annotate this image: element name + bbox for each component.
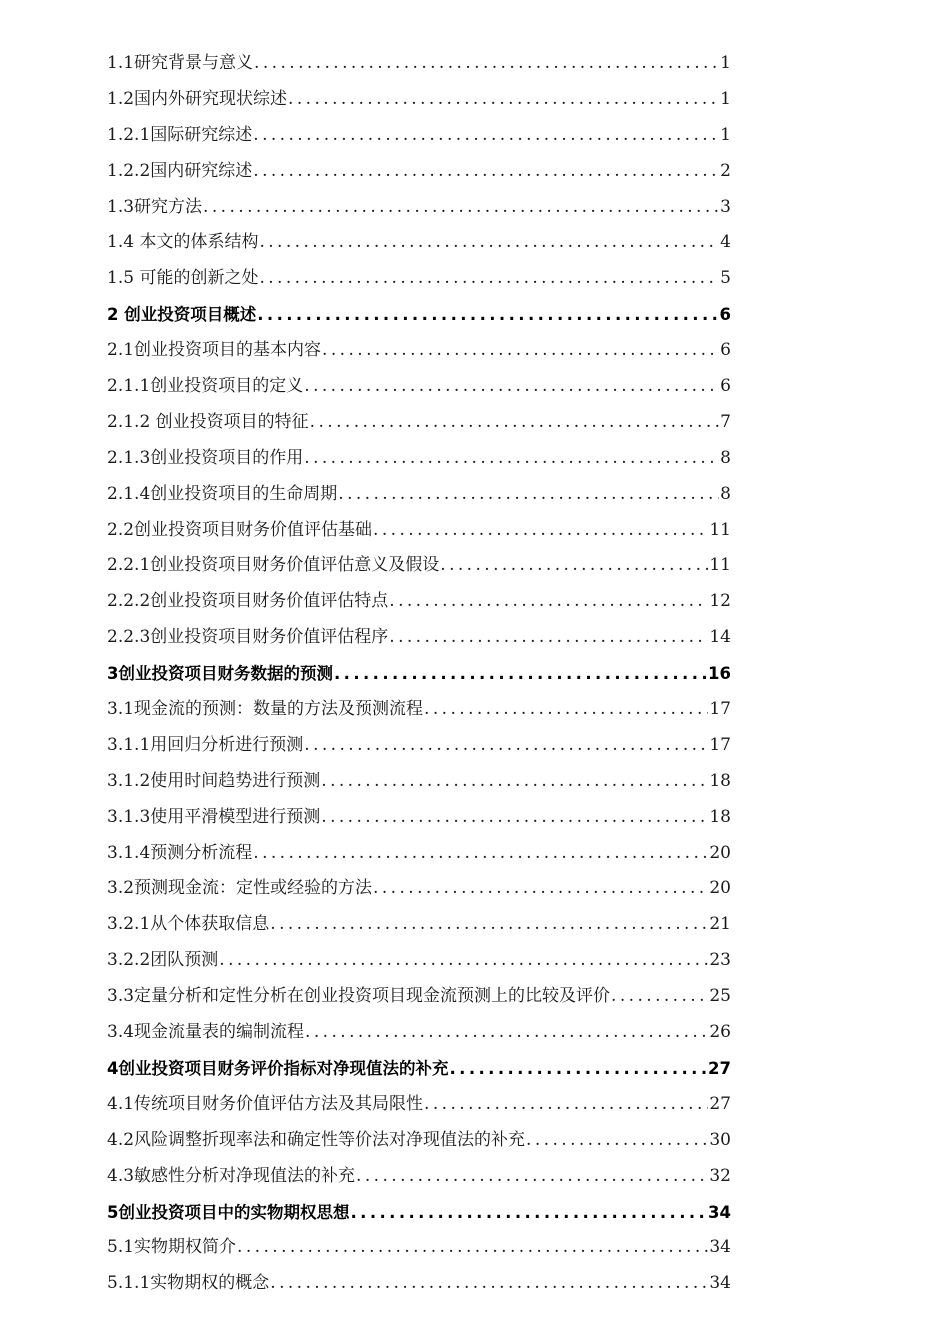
toc-entry[interactable]	[107, 82, 731, 118]
toc-dot-leader	[237, 1230, 708, 1266]
toc-dot-leader	[449, 1051, 707, 1087]
toc-entry[interactable]	[107, 584, 731, 620]
toc-page-number: 32	[709, 1165, 731, 1186]
toc-page-number: 8	[720, 447, 731, 468]
toc-page-number: 8	[720, 483, 731, 504]
toc-page-number: 27	[709, 1093, 731, 1114]
toc-dot-leader	[288, 82, 719, 118]
toc-entry-title: 3.1.2使用时间趋势进行预测	[107, 770, 321, 791]
toc-page-number: 20	[709, 842, 731, 863]
toc-page-number: 3	[720, 196, 731, 217]
toc-page-number: 20	[709, 878, 731, 899]
toc-entry[interactable]	[107, 513, 731, 549]
toc-entry-title: 5创业投资项目中的实物期权思想	[107, 1202, 350, 1222]
toc-page-number: 34	[709, 1237, 731, 1258]
toc-dot-leader	[424, 1087, 708, 1123]
toc-entry[interactable]	[107, 405, 731, 441]
toc-entry[interactable]	[107, 441, 731, 477]
toc-entry-title: 4创业投资项目财务评价指标对净现值法的补充	[107, 1058, 449, 1078]
toc-entry-title: 5.1实物期权简介	[107, 1237, 237, 1258]
toc-entry[interactable]	[107, 225, 731, 261]
toc-dot-leader	[304, 728, 708, 764]
toc-page-number: 21	[709, 914, 731, 935]
toc-dot-leader	[304, 369, 719, 405]
table-of-contents	[107, 46, 731, 1302]
toc-page-number: 11	[709, 519, 731, 540]
toc-entry[interactable]	[107, 979, 731, 1015]
toc-page-number: 5	[720, 268, 731, 289]
toc-entry[interactable]	[107, 154, 731, 190]
toc-page-number: 17	[709, 734, 731, 755]
toc-dot-leader	[424, 692, 708, 728]
toc-dot-leader	[304, 441, 719, 477]
toc-entry-title: 1.4 本文的体系结构	[107, 232, 259, 253]
toc-entry-title: 1.1研究背景与意义	[107, 53, 254, 73]
toc-entry[interactable]	[107, 764, 731, 800]
toc-entry[interactable]	[107, 190, 731, 226]
toc-page-number: 27	[708, 1058, 731, 1078]
toc-entry-title: 3.3定量分析和定性分析在创业投资项目现金流预测上的比较及评价	[107, 986, 611, 1007]
toc-entry[interactable]	[107, 1159, 731, 1195]
toc-dot-leader	[219, 943, 708, 979]
toc-entry-title: 2.2创业投资项目财务价值评估基础	[107, 519, 373, 540]
toc-page-number: 17	[709, 699, 731, 720]
toc-entry-title: 1.3研究方法	[107, 196, 203, 217]
toc-entry-title: 1.2.1国际研究综述	[107, 124, 253, 145]
toc-entry-title: 1.2国内外研究现状综述	[107, 88, 288, 109]
toc-page-number: 1	[720, 124, 731, 145]
toc-entry[interactable]	[107, 1087, 731, 1123]
toc-dot-leader	[257, 297, 718, 333]
toc-page-number: 12	[709, 591, 731, 612]
toc-page-number: 23	[709, 950, 731, 971]
toc-dot-leader	[270, 1266, 708, 1302]
toc-page-number: 7	[720, 411, 731, 432]
toc-entry[interactable]	[107, 333, 731, 369]
toc-page-number: 1	[720, 53, 731, 73]
toc-dot-leader	[259, 225, 719, 261]
toc-entry[interactable]	[107, 728, 731, 764]
toc-page-number: 34	[709, 1273, 731, 1294]
toc-entry[interactable]	[107, 261, 731, 297]
toc-entry-title: 3.4现金流量表的编制流程	[107, 1022, 305, 1043]
toc-page-number: 2	[720, 160, 731, 181]
toc-entry-title: 3.2.2团队预测	[107, 950, 219, 971]
toc-dot-leader	[356, 1159, 708, 1195]
toc-dot-leader	[389, 620, 708, 656]
toc-page-number: 26	[709, 1022, 731, 1043]
toc-page-number: 18	[709, 806, 731, 827]
toc-page-number: 25	[709, 986, 731, 1007]
toc-page-number: 30	[709, 1129, 731, 1150]
toc-entry-title: 2.1.3创业投资项目的作用	[107, 447, 304, 468]
toc-page-number: 18	[709, 770, 731, 791]
toc-entry[interactable]	[107, 871, 731, 907]
toc-dot-leader	[611, 979, 708, 1015]
toc-entry-title: 3.2.1从个体获取信息	[107, 914, 270, 935]
toc-dot-leader	[321, 800, 708, 836]
toc-page-number: 6	[719, 305, 731, 325]
toc-entry-title: 3.1现金流的预测：数量的方法及预测流程	[107, 699, 424, 720]
toc-page-number: 6	[720, 340, 731, 361]
toc-entry-title: 5.1.1实物期权的概念	[107, 1273, 270, 1294]
toc-chapter-entry[interactable]	[107, 1051, 731, 1087]
toc-entry-title: 4.2风险调整折现率法和确定性等价法对净现值法的补充	[107, 1129, 526, 1150]
toc-chapter-entry[interactable]	[107, 297, 731, 333]
toc-entry-title: 1.5 可能的创新之处	[107, 268, 259, 289]
toc-dot-leader	[440, 548, 708, 584]
toc-entry-title: 4.3敏感性分析对净现值法的补充	[107, 1165, 356, 1186]
toc-dot-leader	[253, 836, 708, 872]
toc-dot-leader	[270, 907, 708, 943]
toc-page-number: 34	[708, 1202, 731, 1222]
toc-entry-title: 3.1.1用回归分析进行预测	[107, 734, 304, 755]
toc-entry[interactable]	[107, 369, 731, 405]
toc-entry[interactable]	[107, 620, 731, 656]
toc-dot-leader	[350, 1195, 707, 1231]
toc-entry[interactable]	[107, 692, 731, 728]
toc-entry-title: 3.1.3使用平滑模型进行预测	[107, 806, 321, 827]
toc-entry[interactable]	[107, 1230, 731, 1266]
toc-entry-title: 3创业投资项目财务数据的预测	[107, 664, 333, 684]
toc-dot-leader	[373, 871, 708, 907]
toc-dot-leader	[322, 333, 719, 369]
toc-entry-title: 3.1.4预测分析流程	[107, 842, 253, 863]
toc-dot-leader	[259, 261, 719, 297]
toc-entry[interactable]	[107, 1266, 731, 1302]
toc-entry-title: 3.2预测现金流：定性或经验的方法	[107, 878, 373, 899]
toc-entry[interactable]	[107, 118, 731, 154]
toc-entry-title: 2.2.1创业投资项目财务价值评估意义及假设	[107, 555, 440, 576]
toc-page-number: 1	[720, 88, 731, 109]
toc-dot-leader	[254, 46, 719, 82]
toc-entry-title: 1.2.2国内研究综述	[107, 160, 253, 181]
toc-page-number: 4	[720, 232, 731, 253]
toc-entry[interactable]	[107, 1123, 731, 1159]
toc-page-number: 6	[720, 376, 731, 397]
toc-entry[interactable]	[107, 1015, 731, 1051]
toc-dot-leader	[310, 405, 720, 441]
toc-entry[interactable]	[107, 943, 731, 979]
toc-entry[interactable]	[107, 548, 731, 584]
toc-dot-leader	[305, 1015, 708, 1051]
toc-dot-leader	[338, 477, 719, 513]
toc-entry[interactable]	[107, 800, 731, 836]
toc-dot-leader	[526, 1123, 708, 1159]
toc-entry-title: 2.1.2 创业投资项目的特征	[107, 411, 309, 432]
toc-dot-leader	[389, 584, 708, 620]
toc-chapter-entry[interactable]	[107, 656, 731, 692]
toc-dot-leader	[203, 190, 719, 226]
toc-entry-title: 2.1.4创业投资项目的生命周期	[107, 483, 338, 504]
toc-dot-leader	[253, 118, 719, 154]
toc-entry-title: 2.1创业投资项目的基本内容	[107, 340, 322, 361]
toc-entry-title: 4.1传统项目财务价值评估方法及其局限性	[107, 1093, 424, 1114]
toc-dot-leader	[253, 154, 719, 190]
toc-chapter-entry[interactable]	[107, 1195, 731, 1231]
toc-entry[interactable]	[107, 907, 731, 943]
toc-entry[interactable]	[107, 46, 731, 82]
toc-entry-title: 2.2.2创业投资项目财务价值评估特点	[107, 591, 389, 612]
toc-dot-leader	[321, 764, 708, 800]
toc-dot-leader	[334, 656, 707, 692]
toc-entry-title: 2.2.3创业投资项目财务价值评估程序	[107, 627, 389, 648]
toc-dot-leader	[373, 513, 708, 549]
toc-page-number: 11	[709, 555, 731, 576]
toc-page-number: 16	[708, 664, 731, 684]
toc-entry[interactable]	[107, 836, 731, 872]
toc-entry-title: 2 创业投资项目概述	[107, 305, 257, 325]
toc-page-number: 14	[709, 627, 731, 648]
toc-entry[interactable]	[107, 477, 731, 513]
toc-entry-title: 2.1.1创业投资项目的定义	[107, 376, 304, 397]
